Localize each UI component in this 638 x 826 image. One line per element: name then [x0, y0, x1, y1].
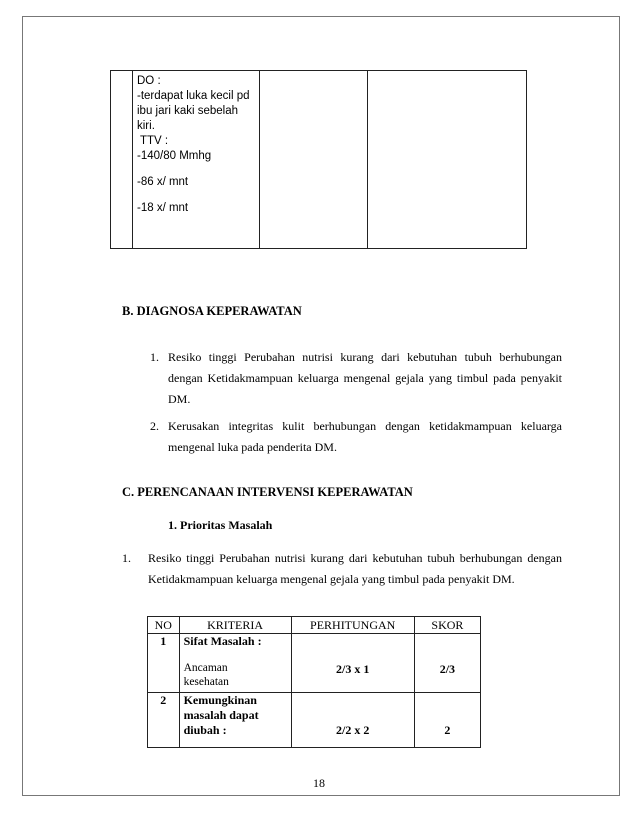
header-skor: SKOR — [414, 617, 480, 634]
diagnosis-item-1 — [150, 347, 562, 410]
do-line: DO : — [137, 75, 161, 87]
item-number: 1. — [122, 551, 131, 565]
header-perhitungan: PERHITUNGAN — [291, 617, 414, 634]
table-row — [148, 693, 481, 748]
do-line: -terdapat luka kecil pd — [137, 90, 250, 102]
item-text: Kerusakan integritas kulit berhubungan dengan ketidakmampuan keluarga mengenal luka pada penderita DM. — [168, 419, 562, 454]
page-number: 18 — [313, 776, 325, 790]
perhitungan-value: 2/2 x 2 — [336, 723, 370, 737]
assessment-table — [110, 70, 527, 249]
item-number: 1. — [150, 350, 159, 364]
row-perhitungan — [291, 634, 414, 693]
row-skor — [414, 634, 480, 693]
row-no: 1 — [148, 634, 180, 693]
skor-value: 2/3 — [439, 662, 456, 676]
do-line: -86 x/ mnt — [137, 176, 189, 188]
diagnosis-item-2 — [150, 416, 562, 458]
do-line: -18 x/ mnt — [137, 202, 189, 214]
priority-subtitle: 1. Prioritas Masalah — [168, 518, 273, 532]
row-perhitungan — [291, 693, 414, 748]
kriteria-title: Kemungkinan masalah dapat diubah : — [183, 693, 259, 737]
section-c-title: C. PERENCANAAN INTERVENSI KEPERAWATAN — [122, 485, 413, 499]
header-kriteria: KRITERIA — [179, 617, 291, 634]
row-kriteria — [179, 634, 291, 693]
table-header-row — [148, 617, 481, 634]
score-table — [147, 616, 481, 748]
header-no: NO — [148, 617, 180, 634]
table-row — [148, 634, 481, 693]
section-b-title: B. DIAGNOSA KEPERAWATAN — [122, 304, 302, 318]
perhitungan-value: 2/3 x 1 — [336, 662, 370, 676]
kriteria-detail: Ancaman kesehatan — [183, 662, 229, 688]
item-text: Resiko tinggi Perubahan nutrisi kurang dari kebutuhan tubuh berhubungan dengan Ketidakmampuan keluarga mengenal gejala yang timbul pada penyakit DM. — [148, 551, 562, 586]
do-line: TTV : — [137, 135, 169, 147]
row-no: 2 — [148, 693, 180, 748]
priority-item-1 — [122, 548, 562, 590]
do-cell — [133, 71, 260, 249]
do-line: -140/80 Mmhg — [137, 150, 212, 162]
do-line: kiri. — [137, 120, 155, 132]
row-skor — [414, 693, 480, 748]
item-text: Resiko tinggi Perubahan nutrisi kurang dari kebutuhan tubuh berhubungan dengan Ketidakmampuan keluarga mengenal gejala yang timbul pada penyakit DM. — [168, 350, 562, 406]
skor-value: 2 — [444, 723, 451, 737]
item-number: 2. — [150, 419, 159, 433]
kriteria-title: Sifat Masalah : — [183, 634, 262, 648]
blank-cell — [368, 71, 527, 249]
blank-cell — [111, 71, 133, 249]
blank-cell — [260, 71, 368, 249]
row-kriteria — [179, 693, 291, 748]
do-line: ibu jari kaki sebelah — [137, 105, 239, 117]
